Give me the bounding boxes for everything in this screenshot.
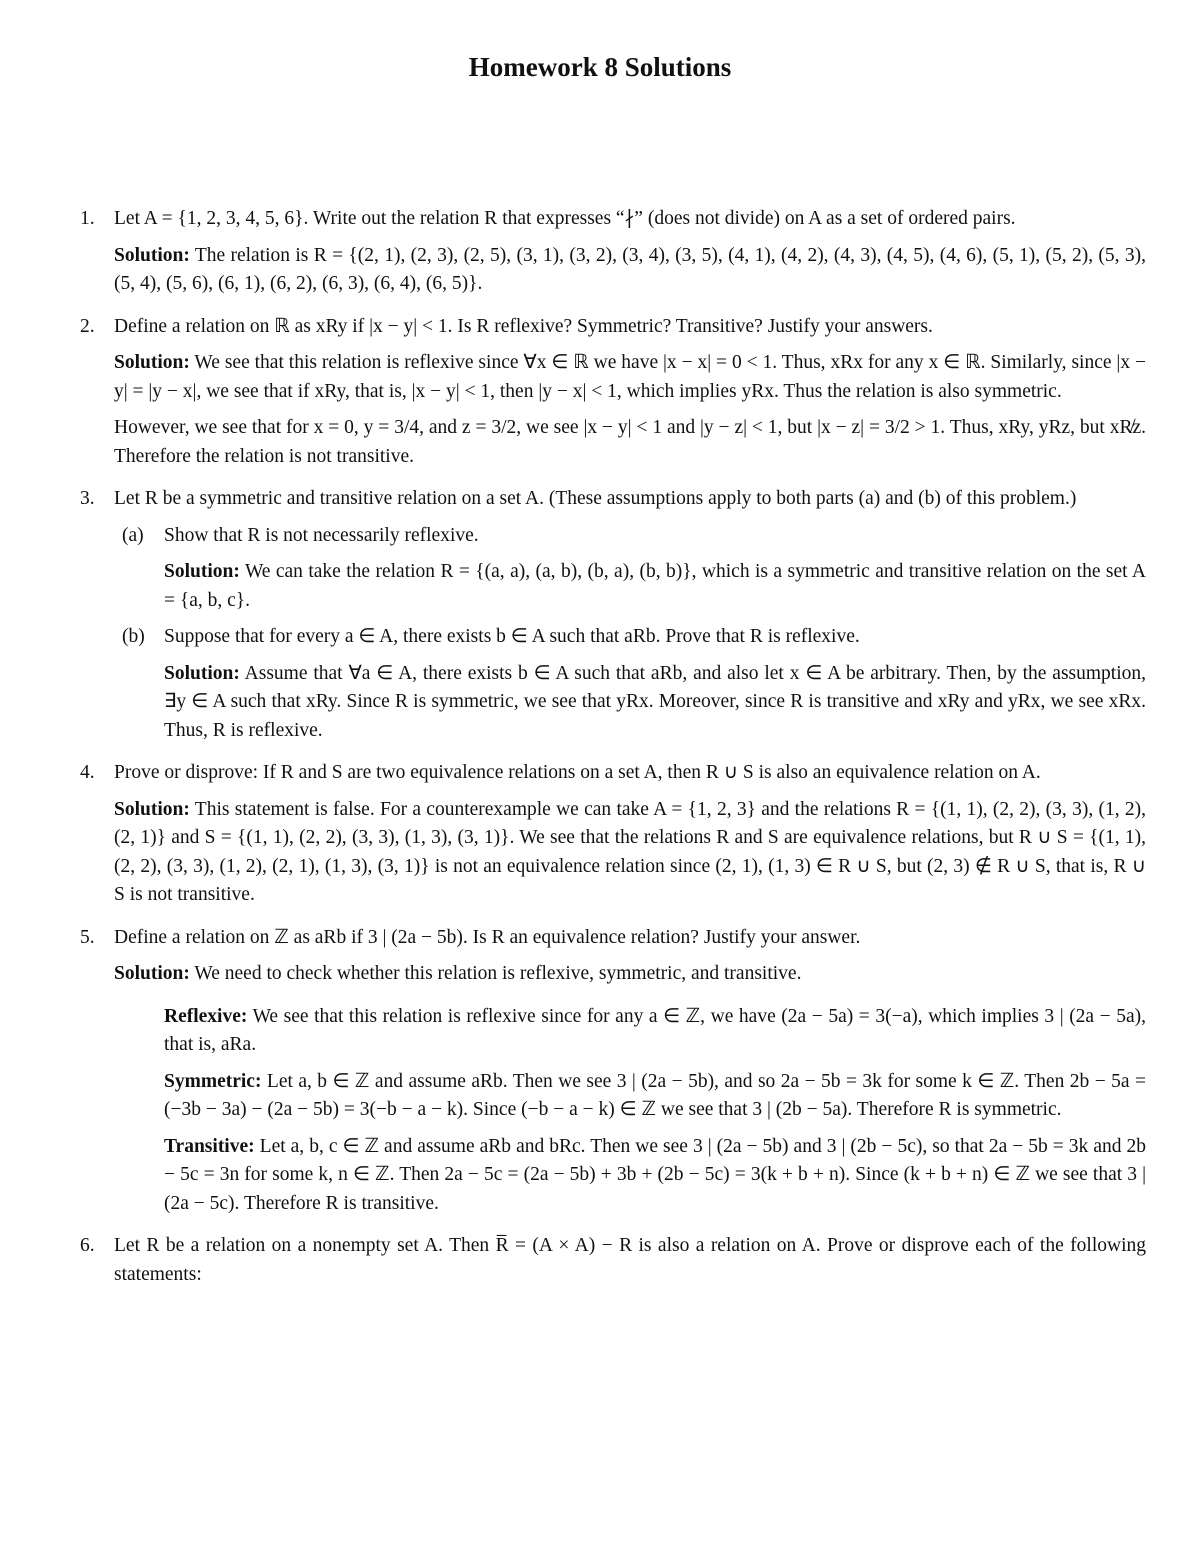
part-label: (b): [122, 626, 145, 647]
problem-1: [80, 205, 1146, 299]
solution-label: Solution:: [114, 244, 190, 266]
problem-statement: Let R be a relation on a nonempty set A. Then R̅ = (A × A) − R is also a relation on A. Prove or disprove each of the following statements:: [114, 1235, 1146, 1285]
problem-statement: Let R be a symmetric and transitive relation on a set A. (These assumptions apply to both parts (a) and (b) of this problem.): [114, 488, 1077, 509]
problem-number: 2.: [80, 315, 95, 337]
problem-number: 5.: [80, 926, 95, 948]
solution-label: Solution:: [114, 798, 190, 820]
problem-statement: Define a relation on ℝ as xRy if |x − y| < 1. Is R reflexive? Symmetric? Transitive? Justify your answers.: [114, 315, 933, 337]
problem-number: 1.: [80, 208, 95, 229]
solution-text: The relation is R = {(2, 1), (2, 3), (2, 5), (3, 1), (3, 2), (3, 4), (3, 5), (4, 1), (4, 2), (4, 3), (4, 5), (4, 6), (5, 1), (5, 2), (5, 3), (5, 4), (5, 6), (6, 1), (6, 2), (6, 3), (6, 4), (6, 5)}.: [114, 244, 1146, 294]
property-checks: [114, 1003, 1146, 1219]
solution-label: Solution:: [114, 963, 190, 984]
solution: [114, 796, 1146, 910]
property-label: Transitive:: [164, 1135, 255, 1157]
reflexive-check: [164, 1003, 1146, 1060]
solution-label: Solution:: [164, 662, 240, 684]
part-b: [114, 623, 1146, 745]
solution: [164, 660, 1146, 746]
problem-statement: Prove or disprove: If R and S are two equivalence relations on a set A, then R ∪ S is also an equivalence relation on A.: [114, 762, 1041, 783]
problem-2: [80, 313, 1146, 472]
solution-text: We need to check whether this relation is reflexive, symmetric, and transitive.: [194, 963, 802, 984]
part-statement: Show that R is not necessarily reflexive.: [164, 524, 479, 546]
problem-number: 3.: [80, 488, 95, 509]
problem-statement: Define a relation on ℤ as aRb if 3 | (2a − 5b). Is R an equivalence relation? Justify your answer.: [114, 926, 861, 948]
solution: [114, 960, 1146, 989]
solution-label: Solution:: [164, 561, 240, 582]
part-statement: Suppose that for every a ∈ A, there exists b ∈ A such that aRb. Prove that R is reflexive.: [164, 626, 860, 647]
solution-text: We see that this relation is reflexive since ∀x ∈ ℝ we have |x − x| = 0 < 1. Thus, xRx for any x ∈ ℝ. Similarly, since |x − y| = |y − x|, we see that if xRy, that is, |x − y| < 1, then |y − x| < 1, which implies yRx. Thus the relation is also symmetric.: [114, 352, 1146, 402]
problem-6: [80, 1232, 1146, 1289]
symmetric-check: [164, 1068, 1146, 1125]
problem-3: [80, 485, 1146, 745]
problem-statement: Let A = {1, 2, 3, 4, 5, 6}. Write out the relation R that expresses “∤” (does not divide) on A as a set of ordered pairs.: [114, 208, 1016, 229]
solution-text: We can take the relation R = {(a, a), (a, b), (b, a), (b, b)}, which is a symmetric and transitive relation on the set A = {a, b, c}.: [164, 561, 1146, 611]
property-text: Let a, b ∈ ℤ and assume aRb. Then we see 3 | (2a − 5b), and so 2a − 5b = 3k for some k ∈ ℤ. Then 2b − 5a = (−3b − 3a) − (2a − 5b) = 3(−b − a − k). Since (−b − a − k) ∈ ℤ we see that 3 | (2b − 5a). Therefore R is symmetric.: [164, 1070, 1146, 1120]
problem-number: 6.: [80, 1235, 95, 1256]
problem-4: [80, 759, 1146, 910]
part-label: (a): [122, 524, 144, 546]
solution-continued: However, we see that for x = 0, y = 3/4, and z = 3/2, we see |x − y| < 1 and |y − z| < 1, but |x − z| = 3/2 > 1. Thus, xRy, yRz, but xR̸z. Therefore the relation is not transitive.: [114, 417, 1146, 467]
solution-text: This statement is false. For a counterexample we can take A = {1, 2, 3} and the relations R = {(1, 1), (2, 2), (3, 3), (1, 2), (2, 1)} and S = {(1, 1), (2, 2), (3, 3), (1, 3), (3, 1)}. We see that the relations R and S are equivalence relations, but R ∪ S = {(1, 1), (2, 2), (3, 3), (1, 2), (2, 1), (1, 3), (3, 1)} is not an equivalence relation since (2, 1), (1, 3) ∈ R ∪ S, but (2, 3) ∉ R ∪ S, that is, R ∪ S is not transitive.: [114, 798, 1146, 905]
solution: [114, 242, 1146, 299]
page-title: Homework 8 Solutions: [468, 52, 732, 82]
problem-list: [80, 205, 1146, 1303]
solution: [114, 349, 1146, 406]
problem-number: 4.: [80, 762, 95, 783]
property-label: Symmetric:: [164, 1070, 262, 1092]
property-label: Reflexive:: [164, 1005, 248, 1027]
transitive-check: [164, 1133, 1146, 1219]
solution-label: Solution:: [114, 352, 190, 373]
solution: [164, 558, 1146, 615]
property-text: We see that this relation is reflexive since for any a ∈ ℤ, we have (2a − 5a) = 3(−a), which implies 3 | (2a − 5a), that is, aRa.: [164, 1005, 1146, 1055]
property-text: Let a, b, c ∈ ℤ and assume aRb and bRc. Then we see 3 | (2a − 5b) and 3 | (2b − 5c), so that 2a − 5b = 3k and 2b − 5c = 3n for some k, n ∈ ℤ. Then 2a − 5c = (2a − 5b) + 3b + (2b − 5c) = 3(k + b + n). Since (k + b + n) ∈ ℤ we see that 3 | (2a − 5c). Therefore R is transitive.: [164, 1135, 1146, 1214]
solution-text: Assume that ∀a ∈ A, there exists b ∈ A such that aRb, and also let x ∈ A be arbitrary. Then, by the assumption, ∃y ∈ A such that xRy. Since R is symmetric, we see that yRx. Moreover, since R is transitive and xRy and yRx, we see xRx. Thus, R is reflexive.: [164, 662, 1146, 741]
problem-5: [80, 924, 1146, 1219]
part-a: [114, 522, 1146, 616]
